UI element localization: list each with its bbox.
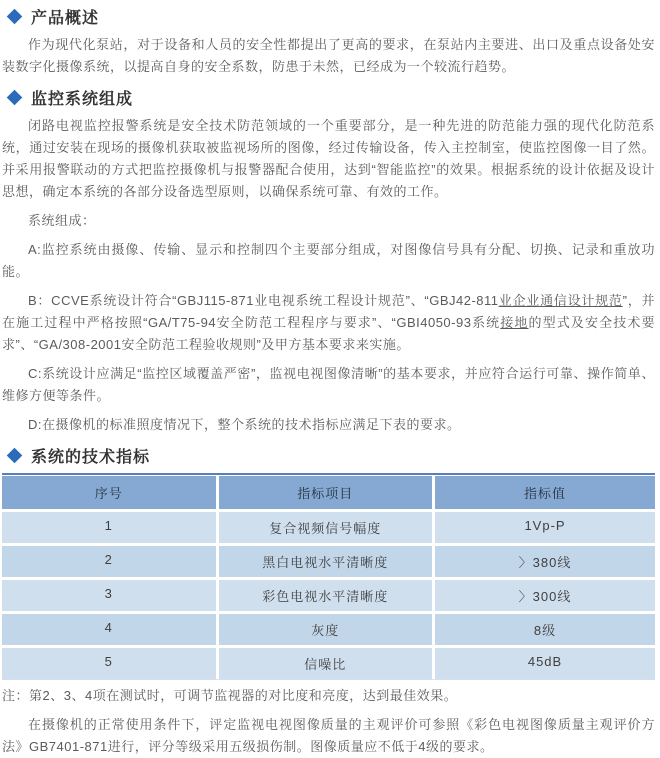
- item-b-text: B：CCVE系统设计符合“GBJ115-871业电视系统工程设计规范”、“GBJ42-811: [28, 293, 499, 308]
- composition-item-d: D:在摄像机的标准照度情况下，整个系统的技术指标应满足下表的要求。: [28, 417, 461, 432]
- table-row: [2, 614, 655, 645]
- column-header-item: 指标项目: [219, 476, 433, 509]
- cell-index: 2: [2, 546, 216, 577]
- closing-paragraph: 在摄像机的正常使用条件下，评定监视电视图像质量的主观评价可参照《彩色电视图像质量主观评价方法》GB7401-871进行，评分等级采用五级损伤制。图像质量应不低于4级的要求。: [2, 717, 655, 754]
- composition-item-a: A:监控系统由摄像、传输、显示和控制四个主要部分组成，对图像信号具有分配、切换、记录和重放功能。: [2, 242, 655, 279]
- item-b-text: 的型式及安全技术要求”、“GA/308-2001安全防范工程验收规则”及甲方基本要求来实施。: [2, 315, 655, 352]
- cell-index: 3: [2, 580, 216, 611]
- composition-intro-paragraph: 闭路电视监控报警系统是安全技术防范领域的一个重要部分，是一种先进的防范能力强的现代化防范系统，通过安装在现场的摄像机获取被监视场所的图像，经过传输设备，传入主控制室，使监控图像一目了然。并采用报警联动的方式把监控摄像机与报警器配合使用，达到“智能监控”的效果。根据系统的设计依据及设计思想，确定本系统的各部分设备选型原则，以确保系统可靠、有效的工作。: [2, 118, 655, 199]
- column-header-value: 指标值: [435, 476, 655, 509]
- table-row: [2, 512, 655, 543]
- cell-item: 黑白电视水平清晰度: [219, 546, 433, 577]
- cell-index: 5: [2, 648, 216, 679]
- document-page: [0, 6, 660, 754]
- cell-value: 8级: [435, 614, 655, 645]
- diamond-bullet-icon: [7, 448, 23, 464]
- section-heading-tech-specs: [2, 445, 655, 466]
- spec-table-header-row: [2, 476, 655, 509]
- table-row: [2, 546, 655, 577]
- cell-index: 1: [2, 512, 216, 543]
- diamond-bullet-icon: [7, 90, 23, 106]
- spec-table: [2, 473, 655, 680]
- cell-item: 灰度: [219, 614, 433, 645]
- cell-item: 彩色电视水平清晰度: [219, 580, 433, 611]
- section-heading-product-overview: [2, 6, 655, 27]
- cell-value: 〉380线: [435, 546, 655, 577]
- keyword-link-enterprise-comm-spec[interactable]: 业企业通信设计规范: [498, 293, 623, 308]
- cell-item: 复合视频信号幅度: [219, 512, 433, 543]
- composition-item-b: [2, 290, 655, 356]
- overview-paragraph: 作为现代化泵站，对于设备和人员的安全性都提出了更高的要求，在泵站内主要进、出口及重点设备处安装数字化摄像系统，以提高自身的安全系数，防患于未然，已经成为一个较流行趋势。: [2, 37, 655, 74]
- cell-value: 1Vp-P: [435, 512, 655, 543]
- cell-index: 4: [2, 614, 216, 645]
- cell-value: 〉300线: [435, 580, 655, 611]
- keyword-link-grounding[interactable]: 接地: [500, 315, 529, 330]
- cell-value: 45dB: [435, 648, 655, 679]
- table-row: [2, 648, 655, 679]
- table-row: [2, 580, 655, 611]
- column-header-index: 序号: [2, 476, 216, 509]
- section-heading-system-composition: [2, 87, 655, 108]
- composition-item-c: C:系统设计应满足“监控区域覆盖严密”，监视电视图像清晰”的基本要求，并应符合运行可靠、操作简单、维修方便等条件。: [2, 366, 655, 403]
- table-note: 注：第2、3、4项在测试时，可调节监视器的对比度和亮度，达到最佳效果。: [2, 688, 458, 703]
- item-b-text: ”，并在施工过程中严格按照“GA/T75-94安全防范工程程序与要求”、“GBI4050-93系统: [2, 293, 655, 330]
- composition-subtitle: 系统组成：: [28, 213, 96, 228]
- section-title: 系统的技术指标: [31, 449, 151, 466]
- cell-item: 信噪比: [219, 648, 433, 679]
- section-title: 产品概述: [31, 10, 100, 27]
- section-title: 监控系统组成: [31, 91, 134, 108]
- diamond-bullet-icon: [7, 9, 23, 25]
